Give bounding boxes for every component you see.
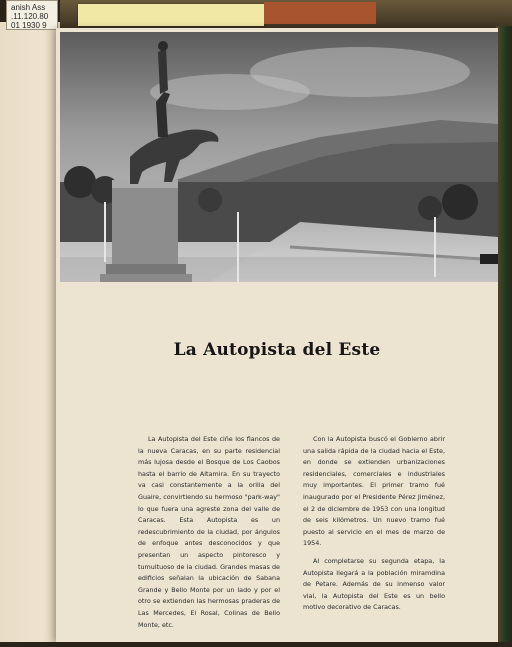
book-page: [56, 28, 498, 642]
library-label-line: 01 1930 9: [11, 21, 47, 30]
library-label-line: anish Ass: [11, 3, 46, 12]
book-right-edge: [496, 26, 512, 647]
article-title: La Autopista del Este: [173, 340, 381, 360]
paragraph: Con la Autopista buscó el Gobierno abrir una salida rápida de la ciudad hacia el Este, en donde se extienden urbanizaciones residenciales, comerciales e industriales muy importantes. El primer tramo fué inaugurado por el Presidente Pérez Jiménez, el 2 de diciembre de 1953 con una longitud de seis kilómetros. Un nuevo tramo fué puesto al servicio en el mes de marzo de 1954.: [303, 435, 445, 548]
brown-page-marker: [264, 2, 376, 24]
article-column-right: [303, 434, 445, 620]
library-label-line: .11.120.80: [11, 12, 49, 21]
monument-highway-photo: [60, 32, 498, 282]
book-bottom-edge: [0, 642, 512, 647]
paragraph: La Autopista del Este ciñe los flancos de la nueva Caracas, en su parte residencial más lujosa desde el Bosque de Los Caobos hasta el barrio de Altamira. En su trayecto va casi constantemente a la orilla del Guaire, convirtiendo su hermoso "park-way" lo que fuera una agreste zona del valle de Caracas. Esta Autopista es un redescubrimiento de la ciudad, por ángulos de enfoque antes desconocidos y que presentan un aspecto pintoresco y tumultuoso de la ciudad. Grandes masas de edificios señalan la ubicación de Sabana Grande y Bello Monte por un lado y por el otro se extienden las hermosas praderas de Las Mercedes, El Rosal, Colinas de Bello Monte, etc.: [138, 435, 280, 629]
left-page-edge: [0, 22, 60, 642]
article-column-left: [138, 434, 280, 637]
paragraph: Al completarse su segunda etapa, la Autopista llegará a la población miramdina de Petare. Además de su inmenso valor vial, la Autopista del Este es un bello motivo decorativo de Caracas.: [303, 556, 445, 612]
yellow-page-marker: [78, 4, 264, 26]
library-call-number-label: [6, 0, 58, 30]
